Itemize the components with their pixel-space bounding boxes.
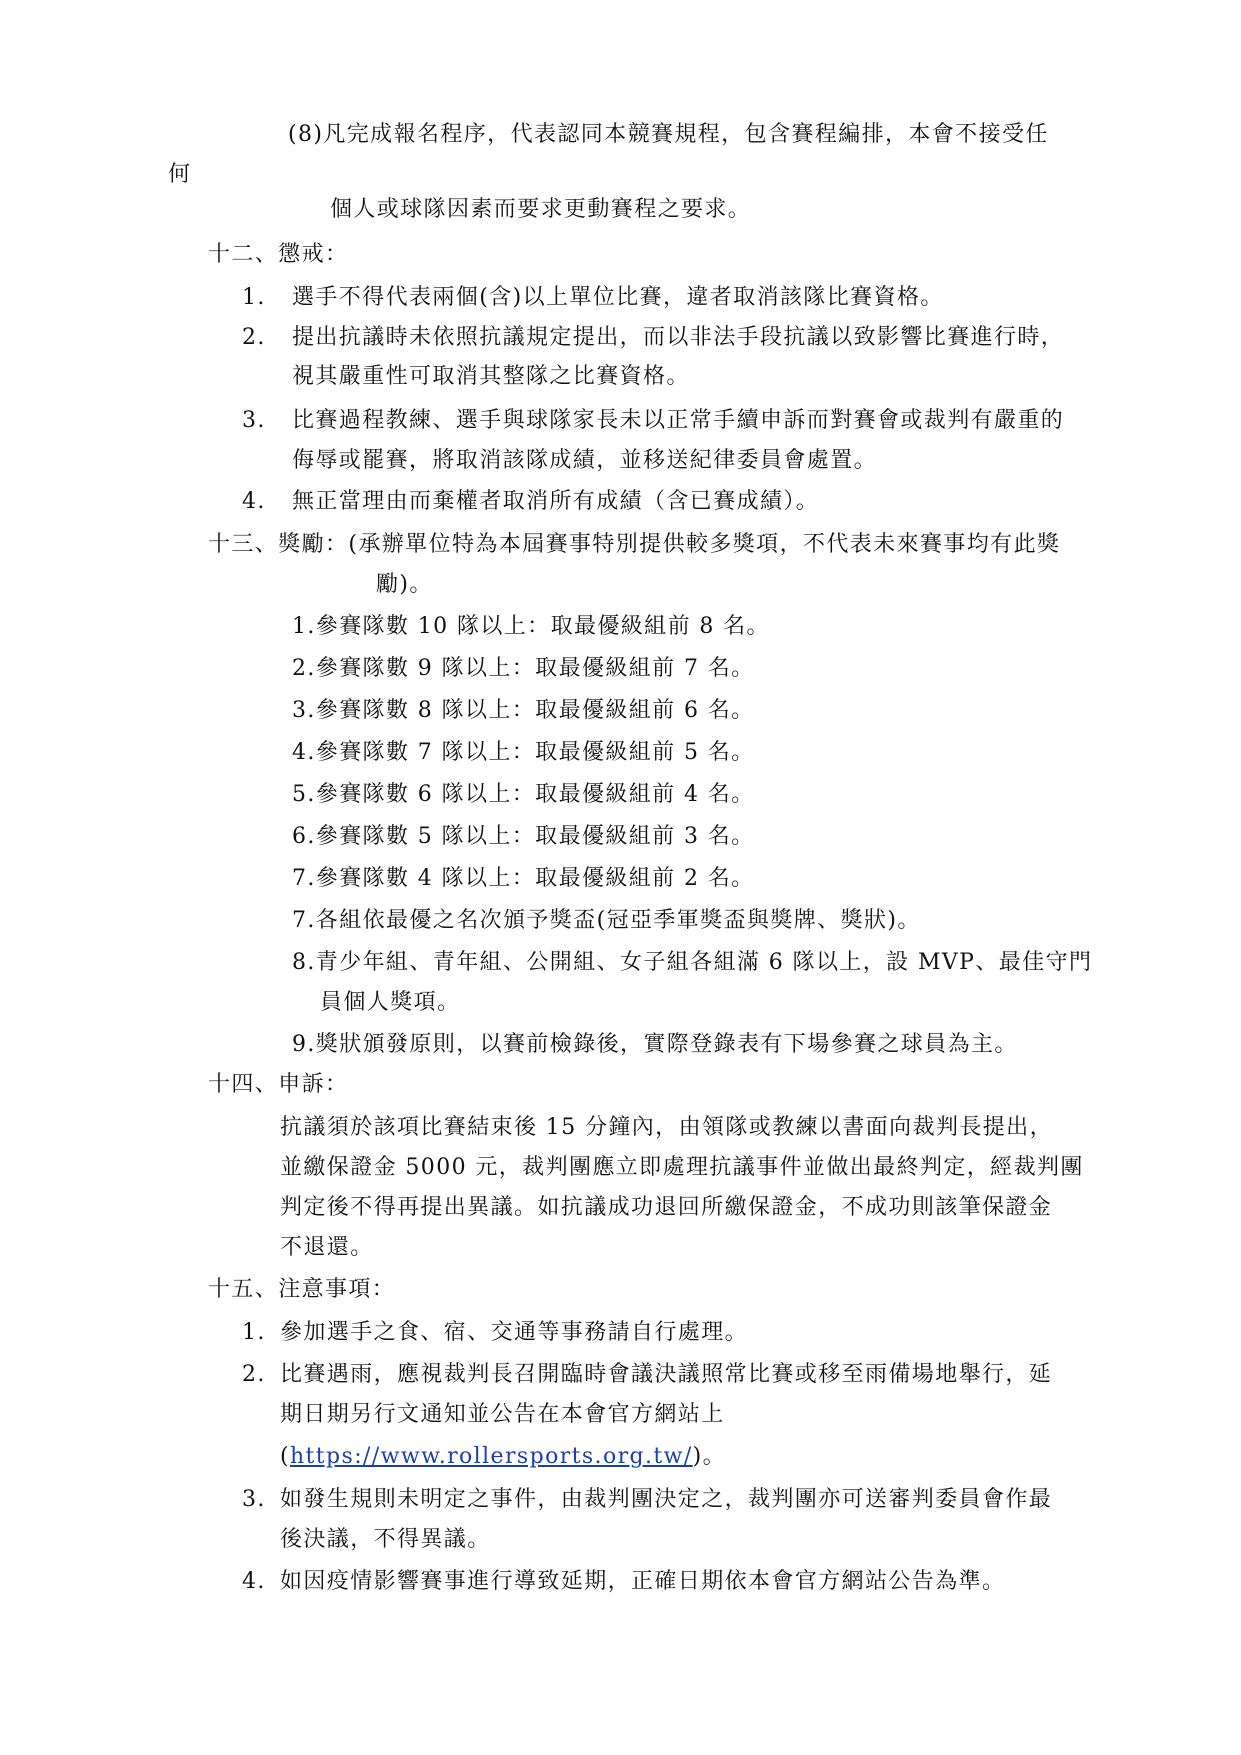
s13-item-cont: 員個人獎項。 <box>320 990 461 1015</box>
s12-item2-num: 2. <box>242 325 266 350</box>
s12-item2-line1: 提出抗議時未依照抗議規定提出，而以非法手段抗議以致影響比賽進行時， <box>292 325 1065 350</box>
paren-close: )。 <box>692 1444 727 1469</box>
section-13-heading-cont: 勵)。 <box>376 572 433 597</box>
s14-line: 判定後不得再提出異議。如抗議成功退回所繳保證金，不成功則該筆保證金 <box>280 1195 1053 1220</box>
s13-item: 9.獎狀頒發原則，以賽前檢錄後，實際登錄表有下場參賽之球員為主。 <box>292 1032 1018 1057</box>
s13-item: 3.參賽隊數 8 隊以上：取最優級組前 6 名。 <box>292 698 755 723</box>
s15-item2-link-line <box>280 1442 726 1472</box>
s13-item: 7.各組依最優之名次頒予獎盃(冠亞季軍獎盃與獎牌、獎狀)。 <box>292 908 921 933</box>
item8-line3: 個人或球隊因素而要求更動賽程之要求。 <box>330 197 752 222</box>
website-link[interactable]: https://www.rollersports.org.tw/ <box>289 1444 693 1469</box>
s12-item1-text: 選手不得代表兩個(含)以上單位比賽，違者取消該隊比賽資格。 <box>292 285 944 310</box>
s12-item1-num: 1. <box>242 285 266 310</box>
section-13-heading: 十三、獎勵：(承辦單位特為本屆賽事特別提供較多獎項，不代表未來賽事均有此獎 <box>208 532 1061 557</box>
s15-item2-num: 2. <box>242 1362 266 1387</box>
s14-line: 不退還。 <box>280 1235 374 1260</box>
s12-item4-num: 4. <box>242 489 266 514</box>
s13-item: 1.參賽隊數 10 隊以上：取最優級組前 8 名。 <box>292 614 770 639</box>
s12-item4-text: 無正當理由而棄權者取消所有成績（含已賽成績）。 <box>292 489 820 514</box>
section-14-heading: 十四、申訴： <box>208 1072 349 1097</box>
s15-item2-line1: 比賽遇雨，應視裁判長召開臨時會議決議照常比賽或移至雨備場地舉行，延 <box>280 1362 1053 1387</box>
s12-item3-line2: 侮辱或罷賽，將取消該隊成績，並移送紀律委員會處置。 <box>292 448 878 473</box>
item8-line2: 何 <box>168 162 192 187</box>
paren-open: ( <box>280 1444 290 1469</box>
s13-item: 5.參賽隊數 6 隊以上：取最優級組前 4 名。 <box>292 782 755 807</box>
section-15-heading: 十五、注意事項： <box>208 1277 396 1302</box>
s15-item2-line2: 期日期另行文通知並公告在本會官方網站上 <box>280 1402 725 1427</box>
s13-item: 2.參賽隊數 9 隊以上：取最優級組前 7 名。 <box>292 656 755 681</box>
s15-item4-text: 如因疫情影響賽事進行導致延期，正確日期依本會官方網站公告為準。 <box>280 1569 1006 1594</box>
s13-item: 7.參賽隊數 4 隊以上：取最優級組前 2 名。 <box>292 866 755 891</box>
item8-line1: (8)凡完成報名程序，代表認同本競賽規程，包含賽程編排，本會不接受任 <box>288 122 1049 147</box>
s15-item3-line1: 如發生規則未明定之事件，由裁判團決定之，裁判團亦可送審判委員會作最 <box>280 1487 1053 1512</box>
s14-line: 並繳保證金 5000 元，裁判團應立即處理抗議事件並做出最終判定，經裁判團 <box>280 1155 1084 1180</box>
s13-item: 4.參賽隊數 7 隊以上：取最優級組前 5 名。 <box>292 740 755 765</box>
s14-line: 抗議須於該項比賽結束後 15 分鐘內，由領隊或教練以書面向裁判長提出， <box>280 1115 1053 1140</box>
s13-item: 6.參賽隊數 5 隊以上：取最優級組前 3 名。 <box>292 824 755 849</box>
s12-item2-line2: 視其嚴重性可取消其整隊之比賽資格。 <box>292 364 690 389</box>
section-12-heading: 十二、懲戒： <box>208 242 349 267</box>
s15-item1-text: 參加選手之食、宿、交通等事務請自行處理。 <box>280 1320 749 1345</box>
s15-item4-num: 4. <box>242 1569 266 1594</box>
s15-item1-num: 1. <box>242 1320 266 1345</box>
s12-item3-line1: 比賽過程教練、選手與球隊家長未以正常手續申訴而對賽會或裁判有嚴重的 <box>292 408 1065 433</box>
s13-item: 8.青少年組、青年組、公開組、女子組各組滿 6 隊以上，設 MVP、最佳守門 <box>292 950 1093 975</box>
s15-item3-line2: 後決議，不得異議。 <box>280 1527 491 1552</box>
s12-item3-num: 3. <box>242 408 266 433</box>
s15-item3-num: 3. <box>242 1487 266 1512</box>
